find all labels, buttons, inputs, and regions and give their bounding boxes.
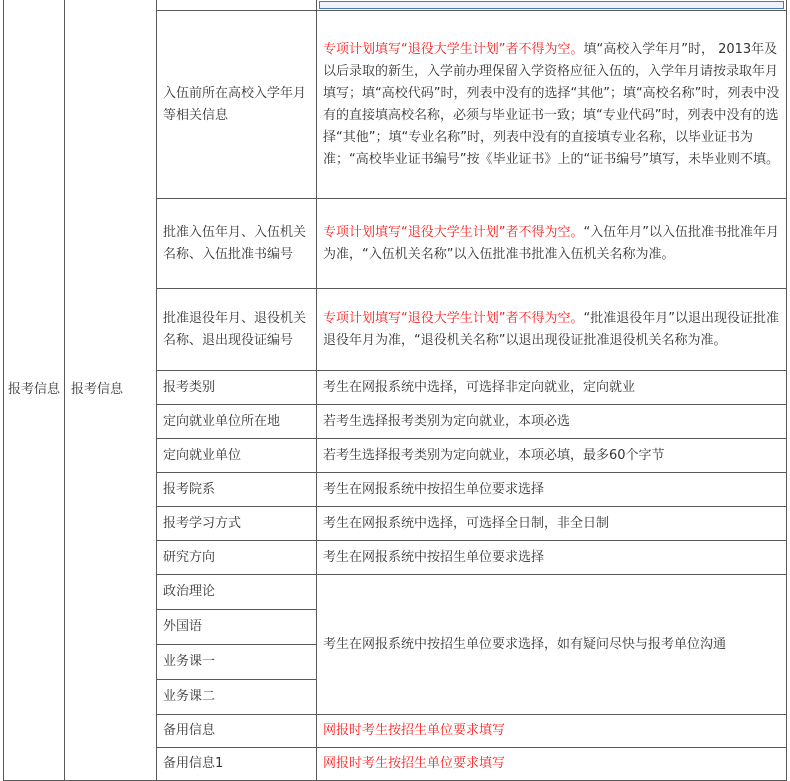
field-label: 定向就业单位 [163, 447, 242, 463]
desc-cell [317, 405, 787, 439]
field-label: 批准入伍年月、入伍机关名称、入伍批准书编号 [163, 224, 307, 262]
desc-cell-top [317, 0, 787, 11]
field-label: 定向就业单位所在地 [163, 413, 281, 429]
desc-cell [317, 371, 787, 405]
field-label: 备用信息1 [163, 756, 224, 771]
field-label: 政治理论 [163, 584, 216, 599]
field-label: 报考院系 [163, 481, 216, 497]
desc-text: 若考生选择报考类别为定向就业，本项必填，最多60个字节 [323, 447, 665, 463]
field-cell [157, 199, 317, 289]
field-label: 报考类别 [163, 379, 216, 395]
desc-required-note: 专项计划填写“退役大学生计划”者不得为空。 [323, 310, 584, 326]
desc-required-note: 专项计划填写“退役大学生计划”者不得为空。 [323, 224, 584, 240]
desc-cell [317, 199, 787, 289]
category-cell [4, 0, 65, 781]
field-cell [157, 11, 317, 199]
field-cell [157, 289, 317, 371]
field-label: 业务课二 [163, 689, 216, 704]
field-label: 研究方向 [163, 549, 216, 565]
subcategory-label: 报考信息 [71, 382, 124, 397]
field-cell [157, 473, 317, 507]
field-label: 报考学习方式 [163, 515, 242, 531]
desc-cell [317, 439, 787, 473]
field-cell [157, 680, 317, 715]
desc-text: 填“高校入学年月”时， 2013年及以后录取的新生，入学前办理保留入学资格应征入伍的，入学年月请按录取年月填写；填“高校代码”时，列表中没有的选择“其他”；填“高校名称”时，列表中没有的直接填高校名称，必须与毕业证书一致；填“专业代码”时，列表中没有的选择“其他”；填“专业名称”时，列表中没有的直接填专业名称，以毕业证书为准；“高校毕业证书编号”按《毕业证书》上的“证书编号”填写，未毕业则不填。 [323, 41, 780, 167]
desc-cell [317, 507, 787, 541]
table-row-top-strip [4, 0, 787, 11]
field-cell [157, 439, 317, 473]
registration-info-table [3, 0, 787, 781]
field-cell [157, 715, 317, 748]
field-cell [157, 371, 317, 405]
desc-text: “入伍年月”以入伍批准书批准年月为准，“入伍机关名称”以入伍批准书批准入伍机关名称为准。 [323, 224, 779, 262]
desc-cell [317, 541, 787, 575]
field-cell [157, 610, 317, 645]
field-cell [157, 541, 317, 575]
desc-text: 考生在网报系统中按招生单位要求选择 [323, 481, 545, 497]
desc-text: 考生在网报系统中选择，可选择全日制，非全日制 [323, 515, 610, 531]
desc-text: 考生在网报系统中选择，可选择非定向就业，定向就业 [323, 379, 636, 395]
desc-text: 网报时考生按招生单位要求填写 [323, 756, 506, 771]
field-cell [157, 507, 317, 541]
field-label: 批准退役年月、退役机关名称、退出现役证编号 [163, 310, 307, 348]
desc-cell [317, 748, 787, 781]
field-label: 业务课一 [163, 654, 216, 669]
desc-text: “批准退役年月”以退出现役证批准退役年月为准，“退役机关名称”以退出现役证批准退役机关名称为准。 [323, 310, 779, 348]
desc-cell [317, 289, 787, 371]
field-label: 备用信息 [163, 723, 216, 738]
exam-subjects-desc-cell [317, 575, 787, 715]
field-label: 外国语 [163, 619, 203, 634]
desc-text: 网报时考生按招生单位要求填写 [323, 723, 506, 738]
category-label: 报考信息 [8, 382, 61, 397]
selection-highlight [319, 1, 784, 9]
desc-text: 考生在网报系统中按招生单位要求选择，如有疑问尽快与报考单位沟通 [323, 636, 727, 652]
desc-required-note: 专项计划填写“退役大学生计划”者不得为空。 [323, 41, 584, 57]
desc-text: 考生在网报系统中按招生单位要求选择 [323, 549, 545, 565]
field-cell [157, 645, 317, 680]
desc-cell [317, 473, 787, 507]
field-cell [157, 748, 317, 781]
field-cell-top [157, 0, 317, 11]
field-label: 入伍前所在高校入学年月等相关信息 [163, 85, 307, 123]
field-cell [157, 405, 317, 439]
subcategory-cell [65, 0, 157, 781]
desc-cell [317, 11, 787, 199]
field-cell [157, 575, 317, 610]
desc-text: 若考生选择报考类别为定向就业，本项必选 [323, 413, 571, 429]
desc-cell [317, 715, 787, 748]
